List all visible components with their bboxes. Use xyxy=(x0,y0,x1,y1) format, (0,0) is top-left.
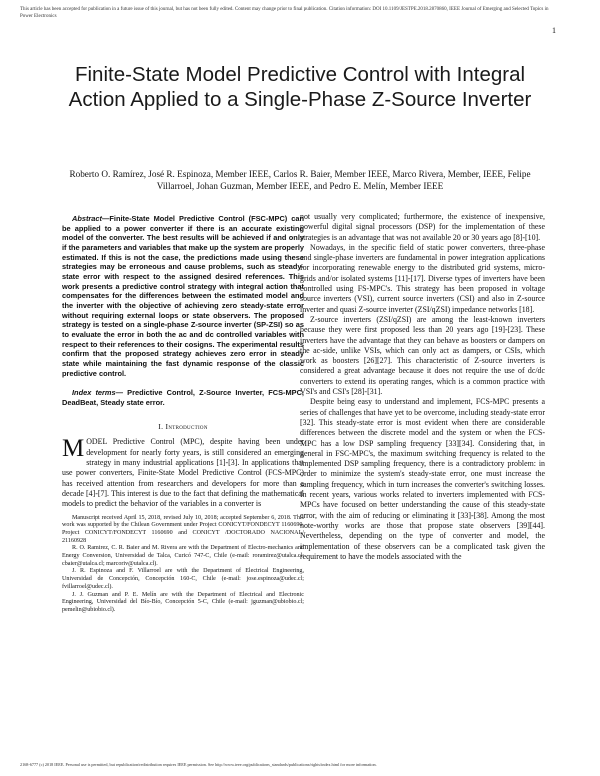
index-terms xyxy=(62,388,304,407)
author-list: Roberto O. Ramírez, José R. Espinoza, Member IEEE, Carlos R. Baier, Member IEEE, Marco Rivera, Member, IEEE, Felipe Villarroel, Johan Guzman, Member IEEE, and Pedro E. Melín, Member IEEE xyxy=(69,169,531,191)
index-terms-text: — Predictive Control, Z-Source Inverter, FCS-MPC, DeadBeat, Steady state error. xyxy=(62,388,304,407)
abstract xyxy=(62,214,304,378)
section-heading-introduction: I. Introduction xyxy=(158,422,208,432)
drop-cap: M xyxy=(62,435,85,463)
introduction-paragraph-1-text: ODEL Predictive Control (MPC), despite having been under development for nearly forty years, is still considered an emerging strategy in many industrial applications [1]-[3]. In applications that use power converters, Finite-State Model Predictive Control (FCS-MPC) has received attention from researchers and developers for more than a decade [4]-[7]. This interest is due to the fact that defining the mathematical models to predict the behavior of the variables in a converter is xyxy=(62,437,304,509)
footnote-affiliation-biobio: J. J. Guzman and P. E. Melín are with the Department of Electrical and Electronic Engineering, Universidad del Bío-Bío, Concepción 5-C, Chile (e-mail: jguzman@ubiobio.cl; pemelin@ubiobio.cl). xyxy=(62,591,304,613)
right-paragraph-4: Despite being easy to understand and implement, FCS-MPC presents a series of challenges that have yet to be overcome, including steady-state error [32]. This steady-state error is most evident when there are considerable differences between the discrete model and the system or when the FCS-MPC has a low DSP sampling frequency [33][34]. Considering that, in general in FSC-MPC's, the maximum switching frequency is related to the implemented DSP sampling frequency, there is a contradictory problem: in order to minimize the system's steady-state error, one must increase the sampling frequency, which in turn increases the converter's switching losses. In recent years, various works related to inverters implemented with FCS-MPCs have focused on better understanding the cause of this steady-state error, with the aim of reducing or eliminating it [33]-[38]. Among the most note-worthy works are those that propose state observers [39][44]. Nevertheless, depending on the type of converter and model, the implementation of these observers can be a complicated task given the requirement to have the models associated with the xyxy=(300,397,545,561)
footnote-affiliation-talca: R. O. Ramirez, C. R. Baier and M. Rivera are with the Department of Electro-mechanics and Energy Conversion, Universidad de Talca, Curicó 747-C, Chile (e-mail: roramirez@utalca.cl; cbaier@utalca.cl; marcoriv@utalca.cl). xyxy=(62,545,304,567)
abstract-label: Abstract xyxy=(72,214,102,223)
right-paragraph-2: Nowadays, in the specific field of static power converters, three-phase and single-phase inverters are fundamental in power integration applications for incorporating renewable energy to the distributed grid systems, micro-grids and/or isolated systems [11]-[17]. Diverse types of inverters have been controlled using FS-MPC's. This strategy has been proposed in voltage source inverters (VSI), current source inverters (CSI) and also in Z-source inverter and quasi Z-source inverter (ZSI/qZSI) impedance networks [18]. xyxy=(300,242,545,314)
page-number: 1 xyxy=(552,26,556,35)
paper-title: Finite-State Model Predictive Control with Integral Action Applied to a Single-Phase Z-Source Inverter xyxy=(68,63,532,111)
right-paragraph-1: not usually very complicated; furthermore, the existence of inexpensive, powerful digital signal processors (DSP) for the implementation of these strategies is an advantage that was not available 20 or 30 years ago [8]-[10]. xyxy=(300,212,545,242)
introduction-paragraph-1 xyxy=(62,437,304,509)
accepted-article-notice: This article has been accepted for publication in a future issue of this journal, but has not been fully edited. Content may change prior to final publication. Citation information: DOI 10.1109/JESTPE.2018.2870860, IEEE Journal of Emerging and Selected Topics in Power Electronics xyxy=(20,7,549,19)
copyright-notice: 2168-6777 (c) 2018 IEEE. Personal use is permitted, but republication/redistribution requires IEEE permission. See http://www.ieee.org/publications_standards/publications/rights/index.html for more information. xyxy=(20,762,377,767)
footnotes xyxy=(62,515,304,615)
index-terms-label: Index terms xyxy=(72,388,116,398)
footnote-affiliation-concepcion: J. R. Espinoza and F. Villarroel are with the Department of Electrical Engineering, Universidad de Concepción, Concepción 160-C, Chile (e-mail: jose.espinoza@udec.cl; fvillarroel@udec.cl). xyxy=(62,568,304,590)
footnote-manuscript: Manuscript received April 15, 2018, revised July 10, 2018; accepted September 6, 2018. This work was supported by the Chilean Government under Project CONICYT/FONDECYT 1160690, Project CONICYT/FONDECYT 1160690 and CONICYT /DOCTORADO NACIONAL/ 21160928 xyxy=(62,514,304,544)
right-column xyxy=(300,212,545,562)
left-column xyxy=(62,214,304,615)
abstract-text: —Finite-State Model Predictive Control (FSC-MPC) can be applied to a power converter if there is an accurate existing model of the converter. The best results will be achieved if and only if the parameters and variables that make up the system are properly estimated. If this is not the case, the predictions made using these strategies may be erroneous and cause problems, such as steady-state error with respect to the assigned desired references. This work presents a predictive control strategy with integral action that compensates for the differences between the estimated model and the inverter with the objective of achieving zero steady-state error without requiring external loops or state observers. The proposed strategy is tested on a single-phase Z-source inverter (SP-ZSI) so as to evaluate the error in both the ac and dc controlled variables with respect to their references to their cosigns. The experimental results confirm that the proposed strategy achieves zero error in steady state while maintaining the fast dynamic response of the classic predictive control. xyxy=(62,214,304,378)
right-paragraph-3: Z-source inverters (ZSI/qZSI) are among the least-known inverters because they were first proposed less than 20 years ago [19]-[23]. These inverters have the advantage that they can behave as boosters or dampers on the ac-side, unlike VSIs, which can only act as dampers, or CSIs, which work as boosters [26][27]. This characteristic of Z-source inverters is considered a great advantage because it does not require the use of dc/dc converters to extend its operating ranges, which is a common practice with VSI's and CSI's [28]-[31]. xyxy=(300,314,545,397)
